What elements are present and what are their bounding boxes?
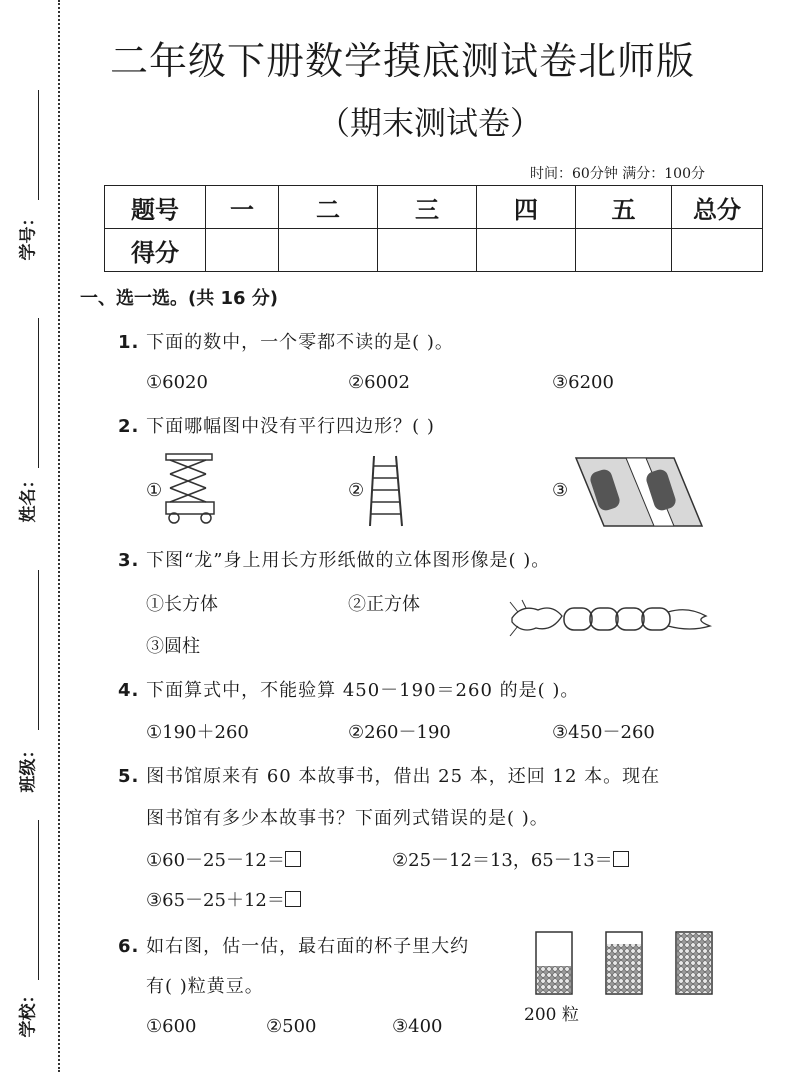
q2-option-2[interactable]: ② <box>348 480 365 501</box>
dragon-image <box>508 598 714 642</box>
question-6-line-1 <box>118 932 469 958</box>
q1-option-2[interactable]: ②6002 <box>348 372 410 393</box>
name-label: 姓名： <box>18 471 39 523</box>
question-2 <box>118 412 435 438</box>
option-text: ③65－25＋12＝ <box>146 890 285 911</box>
q6-option-2[interactable]: ②500 <box>266 1016 317 1037</box>
q6-option-3[interactable]: ③400 <box>392 1016 443 1037</box>
score-input-cell[interactable] <box>576 229 672 272</box>
question-3 <box>118 546 550 572</box>
score-input-cell[interactable] <box>206 229 279 272</box>
score-input-cell[interactable] <box>279 229 378 272</box>
bean-cups-image <box>534 930 716 996</box>
ladder-image <box>366 454 406 528</box>
page-subtitle: （期末测试卷） <box>318 104 543 142</box>
answer-box-icon <box>613 851 629 867</box>
q4-option-2[interactable]: ②260－190 <box>348 722 451 743</box>
school-label: 学校： <box>18 986 39 1038</box>
student-no-line <box>38 90 39 200</box>
q5-option-2[interactable] <box>392 846 629 872</box>
question-number: 4. <box>118 680 140 701</box>
binding-dashed-line <box>58 0 60 1072</box>
table-cell: 一 <box>206 186 279 229</box>
page-title: 二年级下册数学摸底测试卷北师版 <box>110 39 696 83</box>
section-heading: 一、选一选。(共 16 分) <box>80 288 279 309</box>
question-number: 2. <box>118 416 140 437</box>
score-table-score-row <box>105 229 763 272</box>
answer-box-icon <box>285 891 301 907</box>
question-number: 5. <box>118 766 140 787</box>
table-cell: 二 <box>279 186 378 229</box>
question-text: 图书馆原来有 60 本故事书，借出 25 本，还回 12 本。现在 <box>146 766 661 787</box>
question-text: 下面哪幅图中没有平行四边形？( ) <box>146 416 435 437</box>
student-no-label: 学号： <box>18 209 39 261</box>
table-cell: 得分 <box>105 229 206 272</box>
scissor-lift-image <box>162 452 218 526</box>
class-line <box>38 570 39 730</box>
question-number: 1. <box>118 332 140 353</box>
question-6-line-2: 有( )粒黄豆。 <box>146 976 264 997</box>
q2-option-1[interactable]: ① <box>146 480 163 501</box>
score-input-cell[interactable] <box>672 229 763 272</box>
q3-option-1[interactable]: ①长方体 <box>146 594 218 615</box>
question-1 <box>118 328 454 354</box>
table-cell: 四 <box>477 186 576 229</box>
q6-option-1[interactable]: ①600 <box>146 1016 197 1037</box>
score-input-cell[interactable] <box>378 229 477 272</box>
q1-option-1[interactable]: ①6020 <box>146 372 208 393</box>
q5-option-3[interactable] <box>146 886 301 912</box>
score-input-cell[interactable] <box>477 229 576 272</box>
question-number: 6. <box>118 936 140 957</box>
name-line <box>38 318 39 468</box>
q2-option-3[interactable]: ③ <box>552 480 569 501</box>
question-text: 下面的数中，一个零都不读的是( )。 <box>146 332 454 353</box>
table-cell: 三 <box>378 186 477 229</box>
question-number: 3. <box>118 550 140 571</box>
answer-box-icon <box>285 851 301 867</box>
question-4 <box>118 676 579 702</box>
score-table-header-row <box>105 186 763 229</box>
class-label: 班级： <box>18 741 39 793</box>
table-cell: 五 <box>576 186 672 229</box>
parking-lot-image <box>574 456 704 528</box>
table-cell: 题号 <box>105 186 206 229</box>
question-5-line-2: 图书馆有多少本故事书？下面列式错误的是( )。 <box>146 808 549 829</box>
q3-option-3[interactable]: ③圆柱 <box>146 636 200 657</box>
score-table <box>104 185 763 272</box>
q5-option-1[interactable] <box>146 846 301 872</box>
question-text: 如右图，估一估，最右面的杯子里大约 <box>146 936 470 957</box>
option-text: ①60－25－12＝ <box>146 850 285 871</box>
time-info: 时间：60分钟 满分：100分 <box>530 166 705 182</box>
question-text: 下图“龙”身上用长方形纸做的立体图形像是( )。 <box>146 550 551 571</box>
cup-label: 200 粒 <box>524 1005 579 1025</box>
question-5-line-1 <box>118 762 660 788</box>
school-line <box>38 820 39 980</box>
table-cell: 总分 <box>672 186 763 229</box>
option-text: ②25－12＝13，65－13＝ <box>392 850 613 871</box>
q1-option-3[interactable]: ③6200 <box>552 372 614 393</box>
q3-option-2[interactable]: ②正方体 <box>348 594 420 615</box>
q4-option-1[interactable]: ①190＋260 <box>146 722 249 743</box>
question-text: 下面算式中，不能验算 450－190＝260 的是( )。 <box>146 680 580 701</box>
q4-option-3[interactable]: ③450－260 <box>552 722 655 743</box>
